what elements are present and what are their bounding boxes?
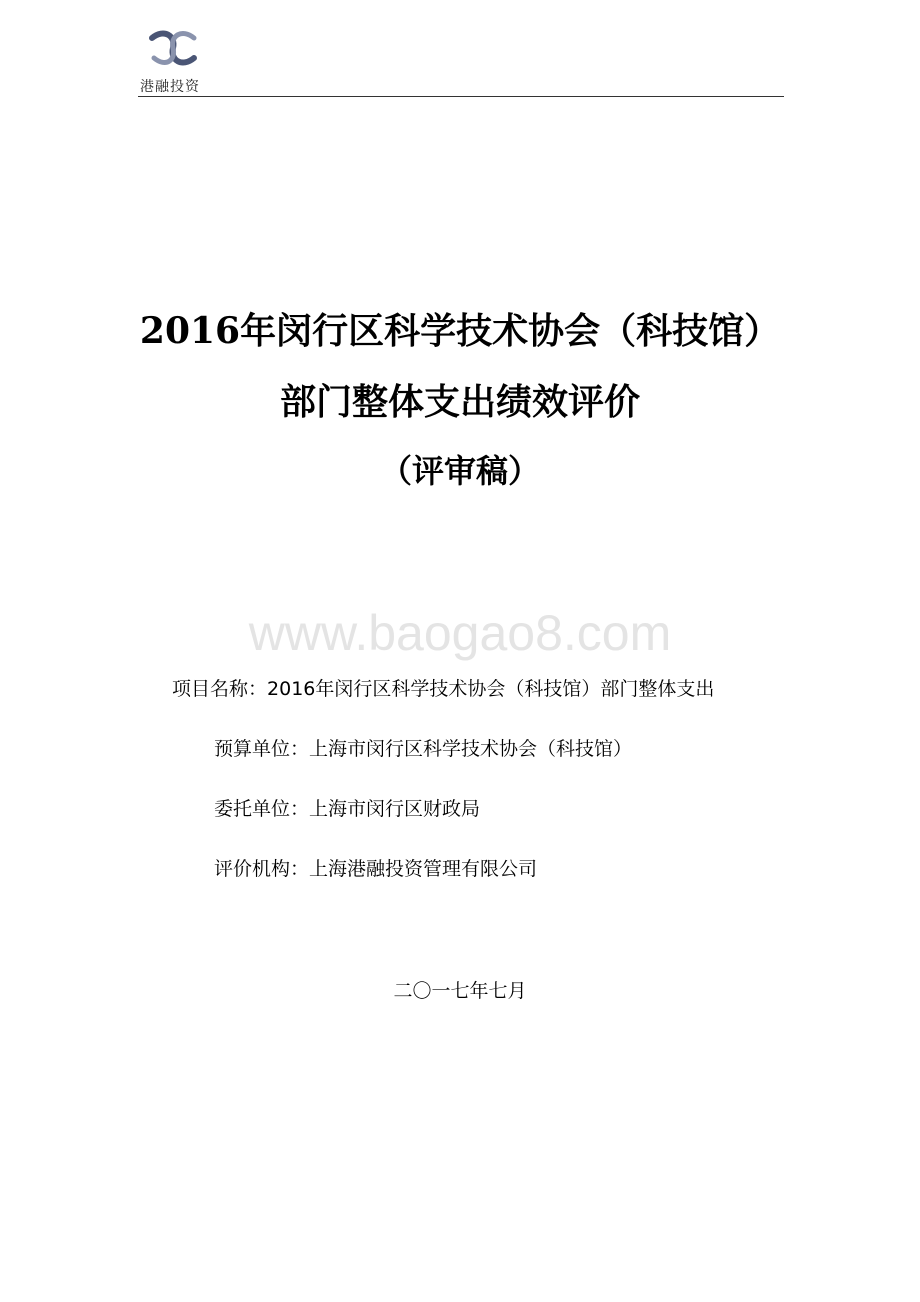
info-evaluation-agency xyxy=(214,856,537,882)
watermark: www.baogao8.com xyxy=(248,605,672,661)
header-divider xyxy=(138,96,784,97)
info-client-value: 上海市闵行区财政局 xyxy=(309,798,481,820)
info-client-label: 委托单位： xyxy=(214,798,310,820)
document-date: 二〇一七年七月 xyxy=(393,980,527,1002)
company-logo-icon xyxy=(146,28,200,68)
document-title-line-3: （评审稿） xyxy=(379,452,540,490)
page-header xyxy=(138,22,784,98)
info-project-label: 项目名称： xyxy=(172,678,268,700)
info-project-name xyxy=(172,676,714,702)
info-project-value: 2016年闵行区科学技术协会（科技馆）部门整体支出 xyxy=(267,678,715,700)
document-title-line-1: 2016年闵行区科学技术协会（科技馆） xyxy=(139,310,781,352)
info-client-unit xyxy=(214,796,480,822)
company-logo-text: 港融投资 xyxy=(140,79,200,95)
info-budget-value: 上海市闵行区科学技术协会（科技馆） xyxy=(309,738,633,760)
info-agency-label: 评价机构： xyxy=(214,858,310,880)
info-agency-value: 上海港融投资管理有限公司 xyxy=(309,858,538,880)
document-title-line-2: 部门整体支出绩效评价 xyxy=(279,381,640,423)
info-budget-unit xyxy=(214,736,632,762)
info-budget-label: 预算单位： xyxy=(214,738,310,760)
